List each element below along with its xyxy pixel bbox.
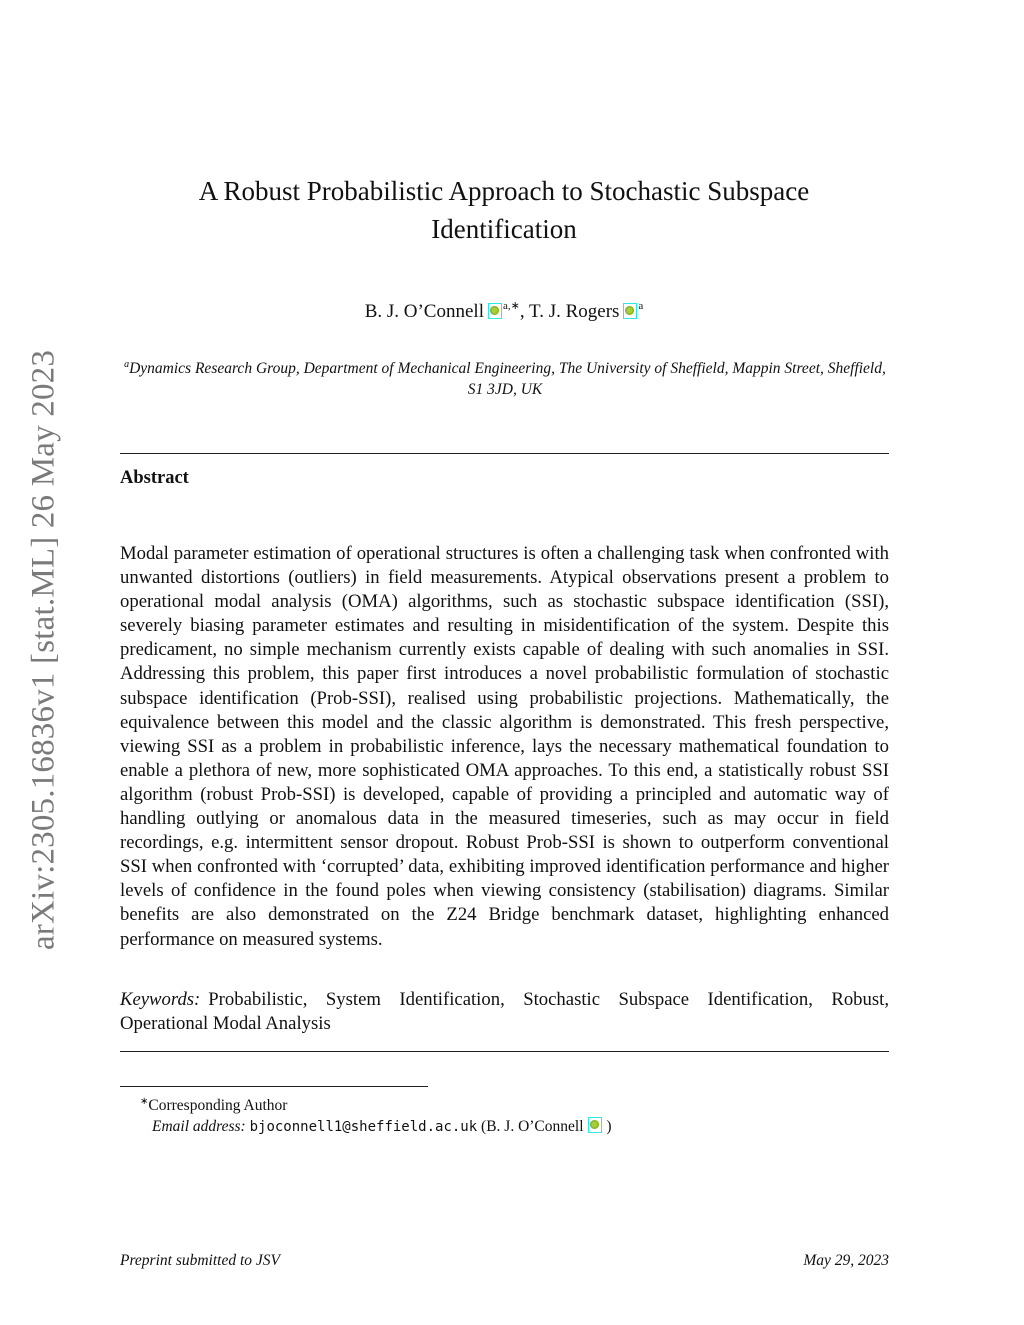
abstract-heading: Abstract bbox=[120, 468, 189, 488]
author-separator: , bbox=[519, 301, 525, 322]
author-1-marks: a,∗ bbox=[502, 300, 520, 312]
title-line-2: Identification bbox=[431, 214, 577, 244]
footnote-corresponding bbox=[120, 1091, 889, 1116]
author-2-name: T. J. Rogers bbox=[529, 301, 620, 322]
footnote-email bbox=[120, 1116, 889, 1138]
email-link[interactable]: bjoconnell1@sheffield.ac.uk bbox=[249, 1119, 478, 1135]
keywords-text: Probabilistic, System Identification, Stochastic Subspace Identification, Robust, Operational Modal Analysis bbox=[120, 989, 889, 1034]
affiliation bbox=[120, 354, 890, 400]
footnote-rule bbox=[120, 1086, 428, 1087]
author-1-name: B. J. O’Connell bbox=[364, 301, 484, 322]
paper-title bbox=[120, 172, 888, 248]
email-owner: (B. J. O’Connell bbox=[481, 1118, 584, 1135]
keywords bbox=[120, 988, 889, 1036]
footnote-corresponding-text: Corresponding Author bbox=[148, 1097, 288, 1114]
footnote-mark: ∗ bbox=[140, 1096, 149, 1107]
author-list bbox=[120, 293, 888, 325]
abstract-top-rule bbox=[120, 453, 889, 454]
abstract-body: Modal parameter estimation of operational structures is often a challenging task when confronted with unwanted distortions (outliers) in field measurements. Atypical observations present a problem to operational modal analysis (OMA) algorithms, such as stochastic subspace identification (SSI), severely biasing parameter estimates and resulting in misidentification of the system. Despite this predicament, no simple mechanism currently exists capable of dealing with such anomalies in SSI. Addressing this problem, this paper first introduces a novel probabilistic formulation of stochastic subspace identification (Prob-SSI), realised using probabilistic projections. Mathematically, the equivalence between this model and the classic algorithm is demonstrated. This fresh perspective, viewing SSI as a problem in probabilistic inference, lays the necessary mathematical foundation to enable a plethora of new, more sophisticated OMA approaches. To this end, a statistically robust SSI algorithm (robust Prob-SSI) is developed, capable of providing a principled and automatic way of handling outlying or anomalous data in the measured timeseries, such as may occur in field recordings, e.g. intermittent sensor dropout. Robust Prob-SSI is shown to outperform conventional SSI when confronted with ‘corrupted’ data, exhibiting improved identification performance and higher levels of confidence in the found poles when viewing consistency (stabilisation) diagrams. Similar benefits are also demonstrated on the Z24 Bridge benchmark dataset, highlighting enhanced performance on measured systems. bbox=[120, 543, 889, 950]
email-owner-close: ) bbox=[606, 1118, 612, 1135]
orcid-icon[interactable] bbox=[488, 303, 502, 319]
footer-preprint: Preprint submitted to JSV bbox=[120, 1252, 281, 1269]
title-line-1: A Robust Probabilistic Approach to Stochastic Subspace bbox=[198, 176, 810, 206]
keywords-label: Keywords: bbox=[120, 989, 201, 1010]
affiliation-mark: a bbox=[124, 359, 130, 370]
arxiv-stamp: arXiv:2305.16836v1 [stat.ML] 26 May 2023 bbox=[25, 349, 62, 951]
orcid-icon[interactable] bbox=[588, 1117, 602, 1133]
footer-date: May 29, 2023 bbox=[803, 1252, 889, 1269]
affiliation-text: Dynamics Research Group, Department of Mechanical Engineering, The University of Sheffield, Mappin Street, Sheffield, S1 3JD, UK bbox=[129, 360, 886, 398]
footnote bbox=[120, 1091, 889, 1138]
author-2-marks: a bbox=[638, 300, 644, 312]
orcid-icon[interactable] bbox=[623, 303, 637, 319]
abstract-bottom-rule bbox=[120, 1051, 889, 1052]
email-label: Email address: bbox=[152, 1118, 246, 1135]
